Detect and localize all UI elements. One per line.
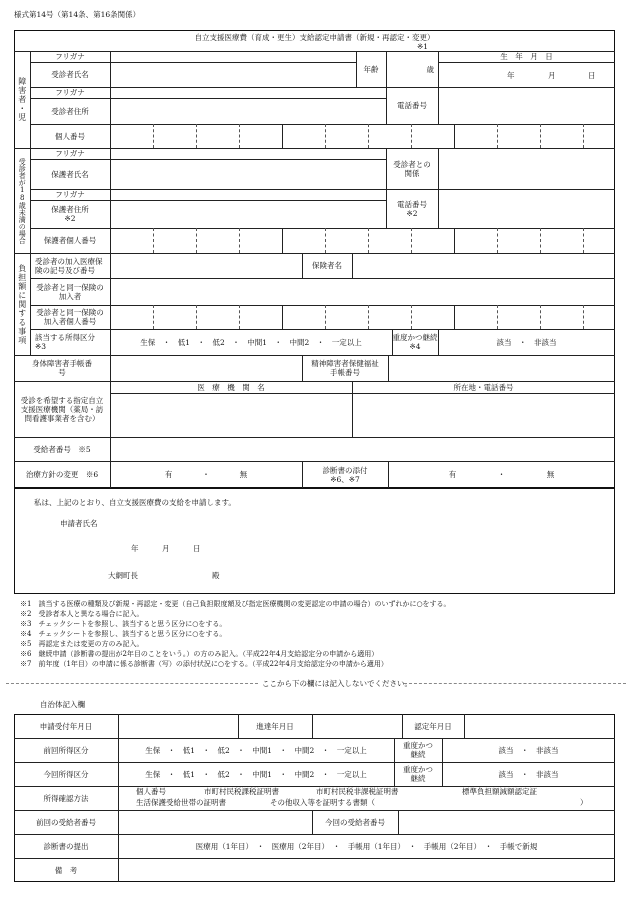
forward-date-label: 進達年月日: [256, 721, 294, 731]
date-year: 年: [131, 544, 139, 553]
patient-address-label: 受診者住所: [51, 106, 89, 116]
diagnosis-text: 診断書の添付: [322, 465, 368, 475]
note-4: ※4 チェックシートを参照し、該当すると思う区分に○をする。: [20, 630, 227, 638]
treatment-yes[interactable]: 有: [164, 470, 173, 479]
diagnosis-no[interactable]: 無: [546, 470, 555, 479]
date-day: 日: [193, 544, 201, 553]
patient-section-label: 障害者・児: [17, 77, 27, 122]
same-insurance-label: 受診者と同一保険の加入者: [36, 282, 104, 301]
guardian-address-label: [30, 200, 110, 228]
check-my-number[interactable]: 個人番号: [136, 787, 166, 796]
patient-phone-label: 電話番号: [397, 101, 427, 110]
recipient-number-label: 受給者番号 ※5: [33, 444, 91, 454]
birth-year: 年: [507, 71, 515, 80]
patient-address-furigana-label: フリガナ: [55, 88, 85, 97]
physical-card-label: 身体障害者手帳番号: [32, 359, 92, 377]
guardian-address-note: ※2: [64, 214, 76, 223]
check-other-docs[interactable]: その他収入等を証明する書類（: [270, 798, 375, 807]
diagnosis-sep: ・: [497, 470, 506, 479]
income-class-text: 該当する所得区分: [35, 333, 95, 342]
cut-line-text: ここから下の欄には記入しないでください。: [262, 679, 412, 688]
form-number: 様式第14号（第14条、第16条関係）: [14, 10, 141, 19]
applicant-label: 申請者氏名: [60, 519, 98, 528]
approval-date-label: 認定年月日: [414, 721, 452, 731]
office-heading: 自治体記入欄: [40, 700, 85, 709]
age-label: 年齢: [363, 64, 379, 74]
patient-name-field[interactable]: [111, 62, 356, 87]
guardian-phone-text: 電話番号: [397, 199, 427, 209]
insurance-symbol-label: 受診者の加入医療保険の記号及び番号: [35, 256, 103, 275]
guardian-name-label: 保護者氏名: [51, 169, 89, 179]
guardian-phone-note: ※2: [406, 208, 418, 218]
patient-my-number-label: 個人番号: [55, 131, 85, 141]
prev-income-label: 前回所得区分: [43, 745, 89, 755]
mayor-suffix: 殿: [212, 571, 220, 580]
guardian-section-label: 受診者が18歳未満の場合: [18, 157, 27, 244]
check-tax-cert[interactable]: 市町村民税課税証明書: [204, 787, 279, 796]
note-6: ※6 継続申請（診断書の提出が2年目のことをいう。）の方のみ記入。（平成22年4月支給認定分の申請から適用）: [20, 650, 379, 658]
title-note: ※1: [417, 42, 429, 51]
mayor-label: 大網町長: [108, 571, 138, 580]
prev-severe-label: 重度かつ継続: [403, 741, 433, 759]
income-check-label: 所得確認方法: [43, 793, 89, 803]
form-title: 自立支援医療費（育成・更生）支給認定申請書（新規・再認定・変更）: [194, 32, 435, 42]
patient-name-label: 受診者氏名: [51, 70, 89, 79]
prev-severe-options[interactable]: 該当 ・ 非該当: [498, 745, 559, 755]
curr-income-label: 今回所得区分: [43, 769, 89, 779]
treatment-change-label: 治療方針の変更 ※6: [25, 470, 99, 479]
institution-address-header: 所在地・電話番号: [453, 382, 514, 392]
note-3: ※3 チェックシートを参照し、該当すると思う区分に○をする。: [20, 620, 227, 628]
diagnosis-yes[interactable]: 有: [448, 470, 457, 479]
note-1: ※1 該当する医療の種類及び新規・再認定・変更（自己負担限度額及び指定医療機関の変更認定の申請の場合）のいずれかに○をする。: [20, 600, 451, 608]
age-field[interactable]: [386, 51, 438, 87]
income-class-options[interactable]: 生保 ・ 低1 ・ 低2 ・ 中間1 ・ 中間2 ・ 一定以上: [140, 337, 362, 347]
same-insurance-number-label: 受診者と同一保険の加入者個人番号: [36, 308, 104, 326]
mental-card-label: 精神障害者保健福祉手帳番号: [311, 359, 379, 377]
birth-header: 生 年 月 日: [500, 52, 553, 61]
diagnosis-options[interactable]: [388, 461, 615, 488]
guardian-my-number-label: 保護者個人番号: [43, 236, 97, 245]
severe-label: [392, 329, 438, 355]
institution-label: 受診を希望する指定自立支援医療機関（薬局・訪問看護事業者を含む）: [20, 395, 104, 423]
check-reduction-cert[interactable]: 標準負担額減額認定証: [462, 787, 537, 796]
prev-number-label: 前回の受給者番号: [36, 817, 96, 827]
remarks-label: 備 考: [54, 865, 78, 875]
date-month: 月: [162, 544, 170, 553]
income-class-label: [32, 329, 110, 355]
diag-submit-label: 診断書の提出: [43, 841, 89, 851]
guardian-address-furigana-label: フリガナ: [55, 190, 85, 199]
prev-income-options[interactable]: 生保 ・ 低1 ・ 低2 ・ 中間1 ・ 中間2 ・ 一定以上: [145, 745, 367, 755]
diagnosis-note: ※6、※7: [330, 474, 360, 484]
income-class-note: ※3: [35, 342, 47, 351]
relation-label: 受診者との関係: [393, 159, 431, 178]
curr-severe-label: 重度かつ継続: [403, 765, 433, 783]
check-nontax-cert[interactable]: 市町村民税非課税証明書: [316, 787, 399, 796]
severe-text: 重度かつ継続: [392, 333, 438, 342]
guardian-furigana-label: フリガナ: [55, 149, 85, 158]
curr-number-label: 今回の受給者番号: [325, 817, 385, 827]
birth-month: 月: [548, 71, 556, 80]
note-2: ※2 受診者本人と異なる場合に記入。: [20, 610, 144, 618]
curr-severe-options[interactable]: 該当 ・ 非該当: [498, 769, 559, 779]
severe-note: ※4: [409, 342, 421, 351]
diag-submit-options[interactable]: 医療用（1年目） ・ 医療用（2年目） ・ 手帳用（1年目） ・ 手帳用（2年目） ・ 手帳で新規: [195, 841, 538, 851]
birth-day: 日: [588, 71, 596, 80]
guardian-phone-label: [386, 189, 438, 228]
severe-options[interactable]: 該当 ・ 非該当: [496, 337, 557, 347]
burden-section-label: 負担額に関する事項: [17, 263, 27, 345]
treatment-no[interactable]: 無: [239, 470, 248, 479]
insurer-label: 保険者名: [312, 261, 342, 270]
treatment-options[interactable]: [110, 461, 302, 488]
check-welfare-cert[interactable]: 生活保護受給世帯の証明書: [136, 798, 226, 807]
guardian-address-text: 保護者住所: [51, 205, 89, 214]
institution-name-header: 医 療 機 関 名: [197, 382, 265, 392]
note-7: ※7 前年度（1年目）の申請に係る診断書（写）の添付状況に○をする。（平成22年4月支給認定分の申請から適用）: [20, 660, 388, 668]
declaration-text: 私は、上記のとおり、自立支援医療費の支給を申請します。: [34, 498, 236, 507]
treatment-sep: ・: [202, 470, 210, 479]
patient-furigana-label: フリガナ: [55, 52, 85, 61]
age-unit: 歳: [426, 64, 434, 74]
diagnosis-label: [302, 461, 388, 488]
curr-income-options[interactable]: 生保 ・ 低1 ・ 低2 ・ 中間1 ・ 中間2 ・ 一定以上: [145, 769, 367, 779]
received-date-label: 申請受付年月日: [39, 721, 93, 731]
note-5: ※5 再認定または変更の方のみ記入。: [20, 640, 144, 648]
check-other-close: ）: [580, 798, 588, 807]
